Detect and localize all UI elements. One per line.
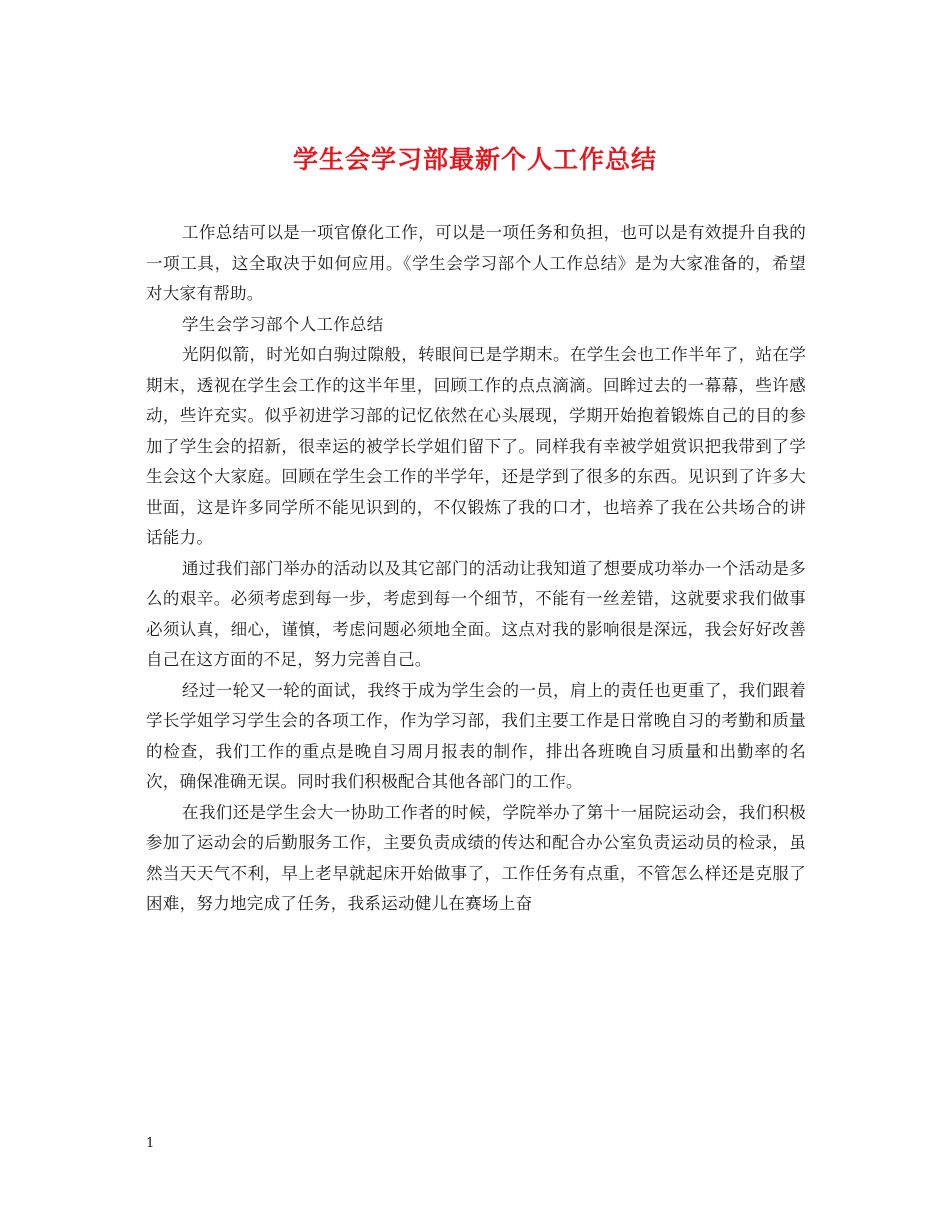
paragraph-3: 经过一轮又一轮的面试，我终于成为学生会的一员，肩上的责任也更重了，我们跟着学长学姐学习学生会的各项工作，作为学习部，我们主要工作是日常晚自习的考勤和质量的检查，我们工作的重点是晚自习周月报表的制作，排出各班晚自习质量和出勤率的名次，确保准确无误。同时我们积极配合其他各部门的工作。 bbox=[146, 680, 806, 791]
document-body bbox=[146, 218, 806, 920]
paragraph-subtitle: 学生会学习部个人工作总结 bbox=[182, 314, 384, 334]
paragraph-2: 通过我们部门举办的活动以及其它部门的活动让我知道了想要成功举办一个活动是多么的艰辛。必须考虑到每一步，考虑到每一个细节，不能有一丝差错，这就要求我们做事必须认真，细心，谨慎，考虑问题必须地全面。这点对我的影响很是深远，我会好好改善自己在这方面的不足，努力完善自己。 bbox=[146, 558, 806, 669]
paragraph-intro: 工作总结可以是一项官僚化工作，可以是一项任务和负担，也可以是有效提升自我的一项工具，这全取决于如何应用。《学生会学习部个人工作总结》是为大家准备的，希望对大家有帮助。 bbox=[146, 223, 806, 303]
paragraph-1: 光阴似箭，时光如白驹过隙般，转眼间已是学期末。在学生会也工作半年了，站在学期末，透视在学生会工作的这半年里，回顾工作的点点滴滴。回眸过去的一幕幕，些许感动，些许充实。似乎初进学习部的记忆依然在心头展现，学期开始抱着锻炼自己的目的参加了学生会的招新，很幸运的被学长学姐们留下了。同样我有幸被学姐赏识把我带到了学生会这个大家庭。回顾在学生会工作的半学年，还是学到了很多的东西。见识到了许多大世面，这是许多同学所不能见识到的，不仅锻炼了我的口才，也培养了我在公共场合的讲话能力。 bbox=[146, 345, 806, 547]
paragraph-4: 在我们还是学生会大一协助工作者的时候，学院举办了第十一届院运动会，我们积极参加了运动会的后勤服务工作，主要负责成绩的传达和配合办公室负责运动员的检录，虽然当天天气不利，早上老早就起床开始做事了，工作任务有点重，不管怎么样还是克服了困难，努力地完成了任务，我系运动健儿在赛场上奋 bbox=[146, 802, 806, 913]
page-number: 1 bbox=[146, 1136, 155, 1151]
document-title: 学生会学习部最新个人工作总结 bbox=[292, 145, 657, 174]
